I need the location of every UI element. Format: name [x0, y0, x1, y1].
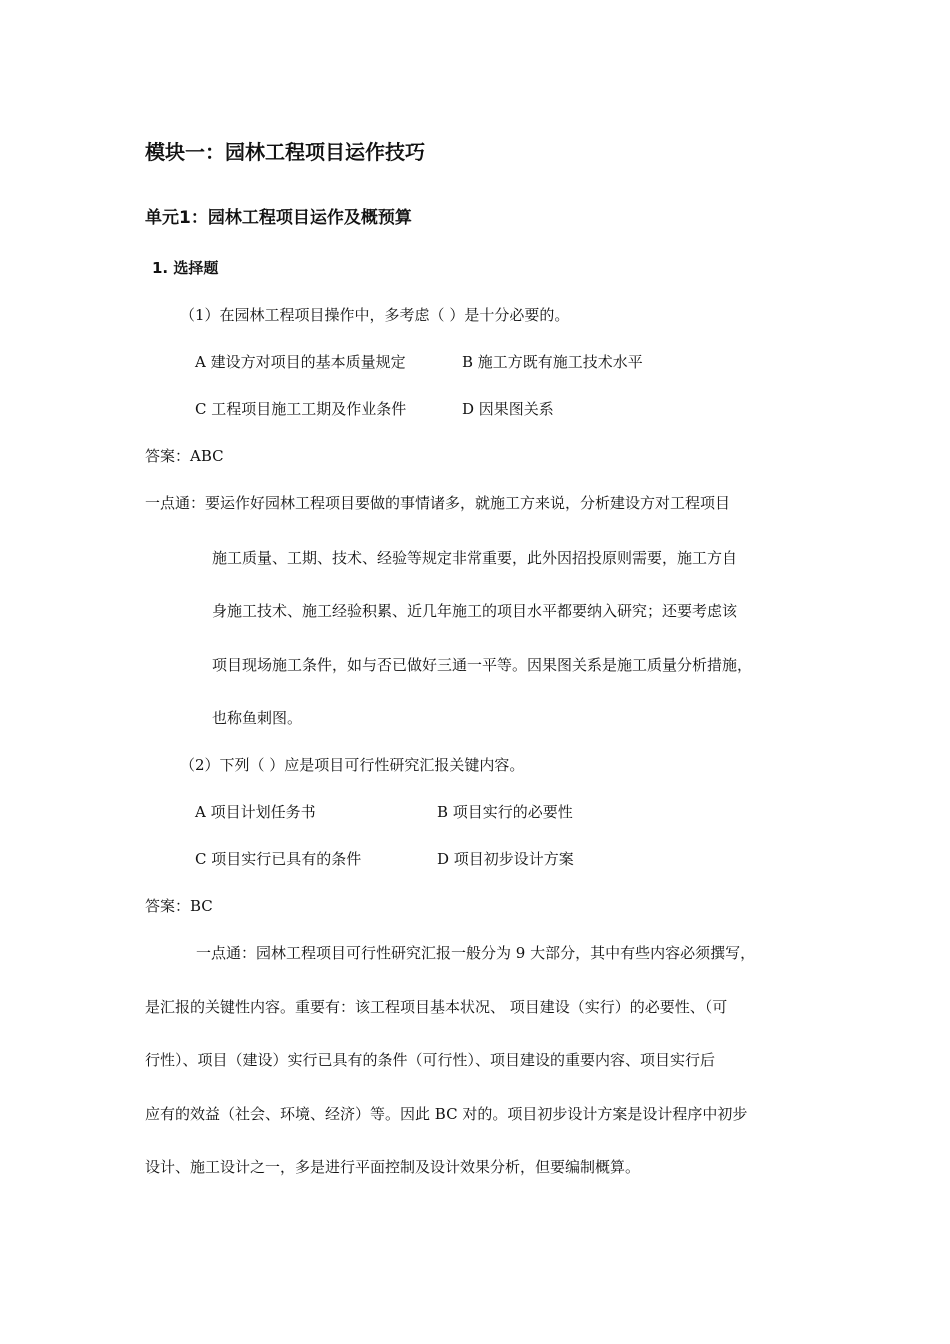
- question-1-explanation-line: 身施工技术、施工经验积累、近几年施工的项目水平都要纳入研究；还要考虑该: [212, 602, 738, 620]
- question-1-option-d: D 因果图关系: [462, 400, 554, 418]
- question-2-answer: 答案：BC: [145, 897, 213, 915]
- question-2-option-a: A 项目计划任务书: [195, 803, 316, 821]
- question-2-option-d: D 项目初步设计方案: [437, 850, 574, 868]
- question-2-explanation-line: 是汇报的关键性内容。重要有：该工程项目基本状况、 项目建设（实行）的必要性、（可: [145, 998, 728, 1016]
- unit-title: 单元1：园林工程项目运作及概预算: [145, 208, 412, 228]
- question-1-option-b: B 施工方既有施工技术水平: [462, 353, 643, 371]
- question-2-explanation-line: 设计、施工设计之一，多是进行平面控制及设计效果分析，但要编制概算。: [145, 1158, 641, 1176]
- question-1-stem: （1）在园林工程项目操作中，多考虑（ ）是十分必要的。: [180, 306, 570, 324]
- question-2-explanation-line: 行性）、项目（建设）实行已具有的条件（可行性）、项目建设的重要内容、项目实行后: [145, 1051, 716, 1069]
- question-1-explanation-line: 一点通：要运作好园林工程项目要做的事情诸多，就施工方来说，分析建设方对工程项目: [145, 494, 731, 512]
- question-1-option-c: C 工程项目施工工期及作业条件: [195, 400, 407, 418]
- question-1-answer: 答案：ABC: [145, 447, 224, 465]
- question-1-explanation-line: 项目现场施工条件，如与否已做好三通一平等。因果图关系是施工质量分析措施，: [212, 656, 753, 674]
- section-title: 1. 选择题: [152, 259, 219, 277]
- question-1-explanation-line: 施工质量、工期、技术、经验等规定非常重要，此外因招投原则需要，施工方自: [212, 549, 738, 567]
- question-2-option-b: B 项目实行的必要性: [437, 803, 573, 821]
- question-2-stem: （2）下列（ ）应是项目可行性研究汇报关键内容。: [180, 756, 525, 774]
- question-1-option-a: A 建设方对项目的基本质量规定: [195, 353, 406, 371]
- question-1-explanation-line: 也称鱼刺图。: [212, 709, 303, 727]
- question-2-explanation-line: 应有的效益（社会、环境、经济）等。因此 BC 对的。项目初步设计方案是设计程序中初步: [145, 1105, 748, 1123]
- question-2-option-c: C 项目实行已具有的条件: [195, 850, 362, 868]
- module-title: 模块一：园林工程项目运作技巧: [145, 140, 425, 164]
- question-2-explanation-line: 一点通：园林工程项目可行性研究汇报一般分为 9 大部分，其中有些内容必须撰写，: [196, 944, 756, 962]
